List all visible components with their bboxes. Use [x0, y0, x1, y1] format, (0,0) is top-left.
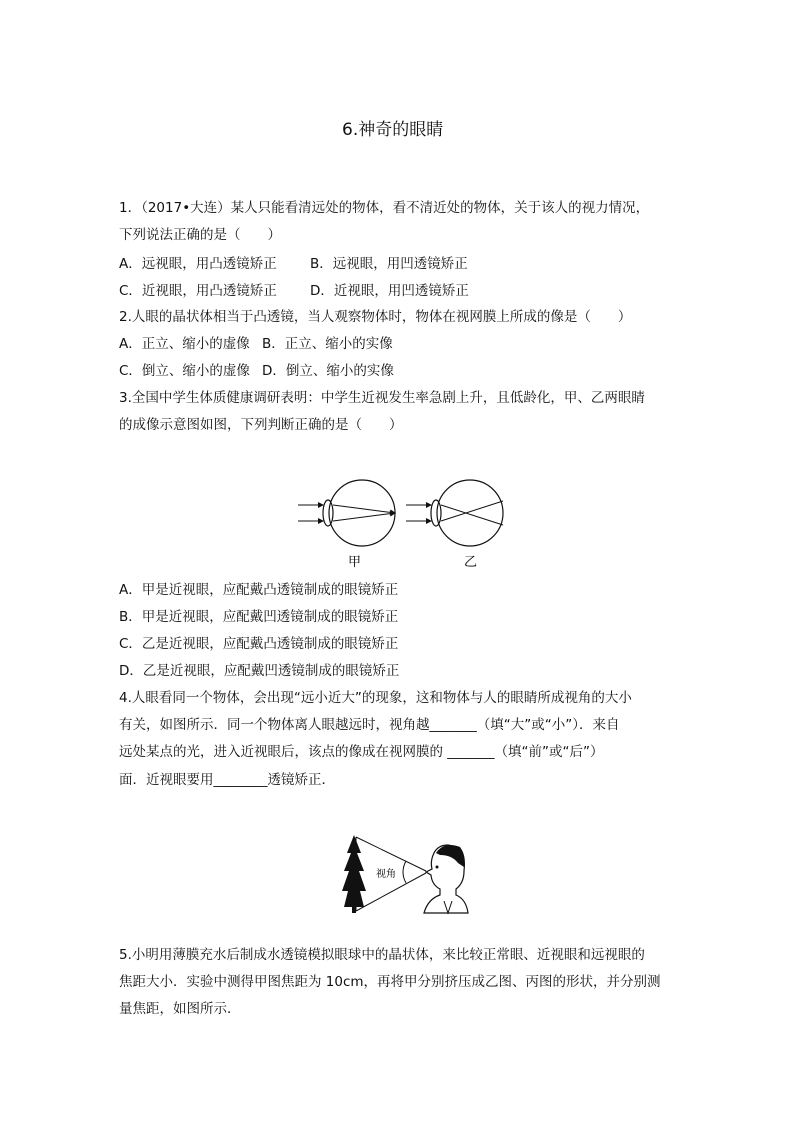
- q3-stem-line1: 3.全国中学生体质健康调研表明：中学生近视发生率急剧上升，且低龄化，甲、乙两眼睛: [119, 390, 645, 406]
- q2-option-b: B．正立、缩小的实像: [262, 336, 393, 352]
- q3-stem-line2: 的成像示意图如图，下列判断正确的是（ ）: [119, 417, 403, 433]
- person-icon: [424, 845, 468, 913]
- q5-stem-line1: 5.小明用薄膜充水后制成水透镜模拟眼球中的晶状体，来比较正常眼、近视眼和远视眼的: [119, 947, 645, 963]
- q1-option-a: A．远视眼，用凸透镜矫正: [119, 256, 277, 272]
- q1-option-c: C．近视眼，用凸透镜矫正: [119, 283, 277, 299]
- q1-option-d: D．近视眼，用凹透镜矫正: [310, 283, 469, 299]
- q4-stem-line1: 4.人眼看同一个物体，会出现“远小近大”的现象，这和物体与人的眼睛所成视角的大小: [119, 690, 632, 706]
- tree-icon: [342, 835, 366, 913]
- q3-option-a: A．甲是近视眼，应配戴凸透镜制成的眼镜矫正: [119, 582, 399, 598]
- q3-option-d: D．乙是近视眼，应配戴凹透镜制成的眼镜矫正: [119, 663, 400, 679]
- q2-option-a: A．正立、缩小的虚像: [119, 336, 250, 352]
- eye-left-diagram: [298, 480, 395, 546]
- q4-stem-line2: 有关，如图所示．同一个物体离人眼越远时，视角越_______（填“大”或“小”）．来自: [119, 717, 620, 733]
- eye-left-label: 甲: [348, 555, 362, 570]
- q1-stem-line2: 下列说法正确的是（ ）: [119, 227, 281, 243]
- eye-right-diagram: [406, 480, 503, 546]
- q5-stem-line2: 焦距大小．实验中测得甲图焦距为 10cm，再将甲分别挤压成乙图、丙图的形状，并分别测: [119, 974, 661, 990]
- q5-stem-line3: 量焦距，如图所示．: [119, 1001, 241, 1017]
- eye-diagram-figure: [292, 475, 512, 575]
- eye-right-label: 乙: [464, 555, 478, 570]
- q4-stem-line4: 面．近视眼要用________透镜矫正．: [119, 772, 335, 788]
- q1-stem-line1: 1．（2017•大连）某人只能看清远处的物体，看不清近处的物体，关于该人的视力情况，: [119, 200, 650, 216]
- q3-option-b: B．甲是近视眼，应配戴凹透镜制成的眼镜矫正: [119, 609, 399, 625]
- visual-angle-figure: [340, 833, 470, 915]
- page-title: 6.神奇的眼睛: [342, 120, 444, 140]
- q2-option-c: C．倒立、缩小的虚像: [119, 363, 250, 379]
- q1-option-b: B．远视眼，用凹透镜矫正: [310, 256, 468, 272]
- visual-angle-label: 视角: [376, 869, 396, 880]
- q4-stem-line3: 远处某点的光，进入近视眼后，该点的像成在视网膜的 _______（填“前”或“后”）: [119, 744, 604, 760]
- q2-option-d: D．倒立、缩小的实像: [262, 363, 394, 379]
- q3-option-c: C．乙是近视眼，应配戴凸透镜制成的眼镜矫正: [119, 636, 399, 652]
- q2-stem: 2.人眼的晶状体相当于凸透镜，当人观察物体时，物体在视网膜上所成的像是（ ）: [119, 309, 632, 325]
